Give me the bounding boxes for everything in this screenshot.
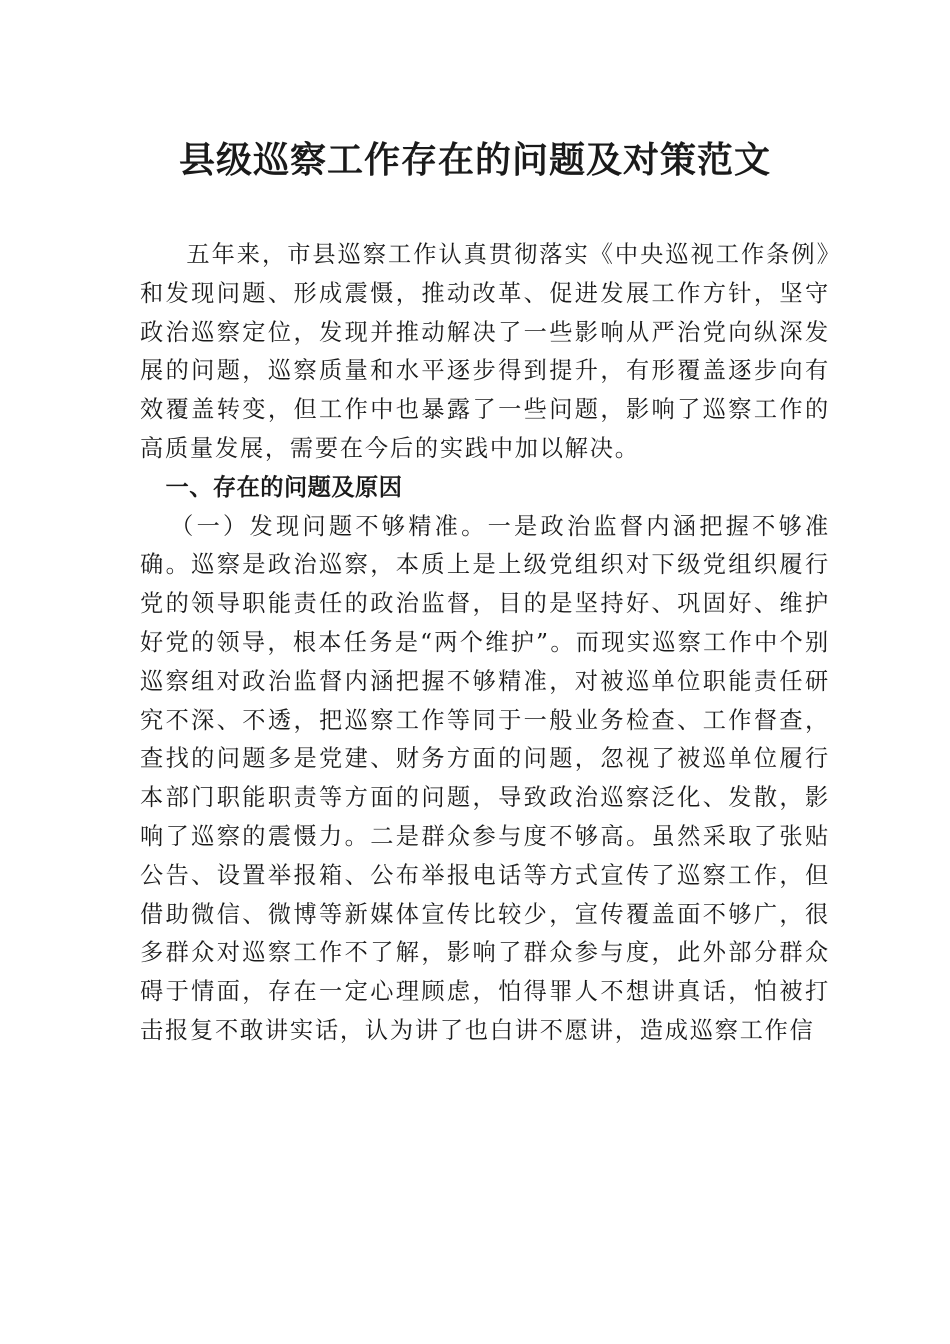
intro-paragraph: 五年来，市县巡察工作认真贯彻落实《中央巡视工作条例》和发现问题、形成震慑，推动改革、促进发展工作方针，坚守政治巡察定位，发现并推动解决了一些影响从严治党向纵深发展的问题，巡察质量和水平逐步得到提升，有形覆盖逐步向有效覆盖转变，但工作中也暴露了一些问题，影响了巡察工作的高质量发展，需要在今后的实践中加以解决。 [140,241,830,462]
section-paragraph: （一）发现问题不够精准。一是政治监督内涵把握不够准确。巡察是政治巡察，本质上是上级党组织对下级党组织履行党的领导职能责任的政治监督，目的是坚持好、巩固好、维护好党的领导，根本任务是“两个维护”。而现实巡察工作中个别巡察组对政治监督内涵把握不够精准，对被巡单位职能责任研究不深、不透，把巡察工作等同于一般业务检查、工作督查，查找的问题多是党建、财务方面的问题，忽视了被巡单位履行本部门职能职责等方面的问题，导致政治巡察泛化、发散，影响了巡察的震慑力。二是群众参与度不够高。虽然采取了张贴公告、设置举报箱、公布举报电话等方式宣传了巡察工作，但借助微信、微博等新媒体宣传比较少，宣传覆盖面不够广，很多群众对巡察工作不了解，影响了群众参与度，此外部分群众碍于情面，存在一定心理顾虑，怕得罪人不想讲真话，怕被打击报复不敢讲实话，认为讲了也白讲不愿讲，造成巡察工作信 [140,512,830,1044]
section-heading: 一、存在的问题及原因 [165,473,403,501]
document-title: 县级巡察工作存在的问题及对策范文 [178,139,771,181]
document-body [140,236,830,1051]
